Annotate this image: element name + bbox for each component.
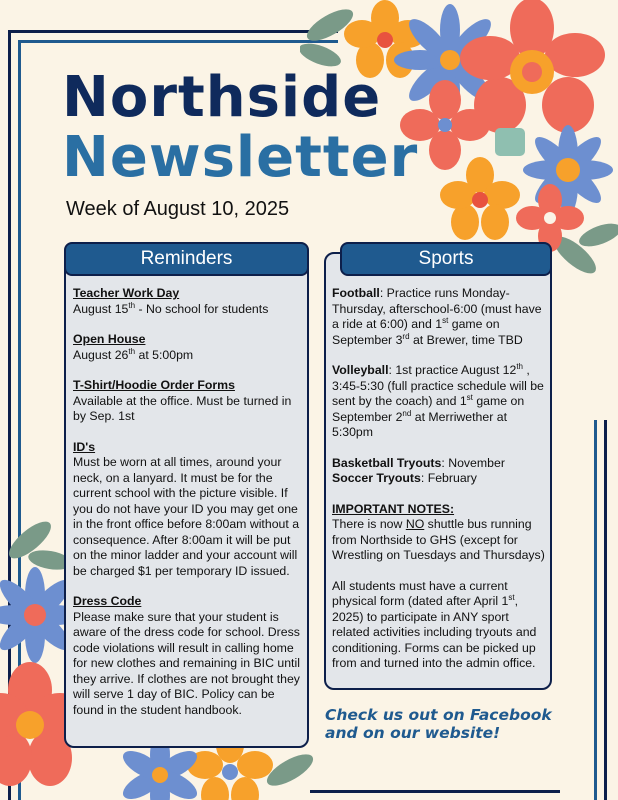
dress-code-section (73, 594, 303, 718)
ids-section (73, 440, 303, 580)
reminders-body (73, 286, 303, 733)
section-title: Open House (73, 332, 146, 346)
volleyball-label: Volleyball (332, 363, 389, 377)
frame-line-right-outer (604, 420, 607, 800)
week-date: Week of August 10, 2025 (66, 198, 290, 220)
section-title: T-Shirt/Hoodie Order Forms (73, 378, 235, 392)
sports-body (332, 286, 548, 687)
open-house-section (73, 332, 303, 363)
teacher-work-day-section (73, 286, 303, 317)
volleyball-section: Volleyball: 1st practice August 12th , 3:45-5:30 (full practice schedule will be sent by the coach) and 1st game on September 2nd at Merriwether at 5:30pm (332, 361, 544, 439)
flower-icon (440, 157, 520, 240)
section-title: ID's (73, 439, 96, 454)
facebook-callout[interactable] (325, 706, 552, 742)
frame-line-top-outer (8, 30, 338, 33)
tshirt-section (73, 378, 303, 425)
section-text: Available at the office. Must be turned in by Sep. 1st (73, 393, 292, 423)
reminders-heading: Reminders (64, 242, 309, 276)
frame-line-bottom (310, 790, 560, 793)
newsletter-title-line2: Newsletter (62, 125, 419, 190)
basketball-line: Basketball Tryouts: November (332, 455, 505, 470)
facebook-line2: and on our website! (325, 724, 501, 742)
tryouts-section (332, 456, 548, 487)
square-shape (495, 128, 525, 156)
section-text: Must be worn at all times, around your neck, on a lanyard. It must be for the current school with the picture visible. If you do not have your ID you may get one in the front office before 8:00am without a consequence. After 8:00am it will be put on the minor ladder and your account will be charged $1 per temporary ID issued. (73, 455, 300, 578)
football-label: Football (332, 286, 380, 300)
soccer-line: Soccer Tryouts: February (332, 471, 477, 485)
important-notes-section (332, 502, 548, 564)
flower-icon (523, 125, 613, 215)
newsletter-title-line1: Northside (62, 65, 382, 130)
section-title: Teacher Work Day (73, 286, 180, 300)
physical-note: All students must have a current physical form (dated after April 1st, 2025) to participate in ANY sport related activities including tryouts and conditioning. Forms can be picked up from and turned into the admin office. (332, 578, 537, 670)
football-section: Football: Practice runs Monday-Thursday, afterschool-6:00 (must have a ride at 6:00) and 1st game on September 3rd at Brewer, time TBD (332, 286, 542, 347)
section-text: Please make sure that your student is aware of the dress code for school. Dress code violations will result in calling home for new clothes and remaining in BIC until they arrive. If clothes are not brought they will serve 1 day of BIC. Policy can be found in the student handbook. (73, 609, 300, 717)
section-title: IMPORTANT NOTES: (332, 501, 455, 516)
shuttle-note: There is now NO shuttle bus running from Northside to GHS (except for Wrestling on Tuesdays and Thursdays) (332, 517, 545, 562)
section-title: Dress Code (73, 594, 142, 608)
section-text: August 26th at 5:00pm (73, 346, 194, 362)
section-text: August 15th - No school for students (73, 300, 269, 316)
frame-line-top-inner (18, 40, 338, 43)
frame-line-right-inner (594, 420, 597, 800)
facebook-line1: Check us out on Facebook (325, 706, 552, 724)
sports-heading: Sports (340, 242, 552, 276)
